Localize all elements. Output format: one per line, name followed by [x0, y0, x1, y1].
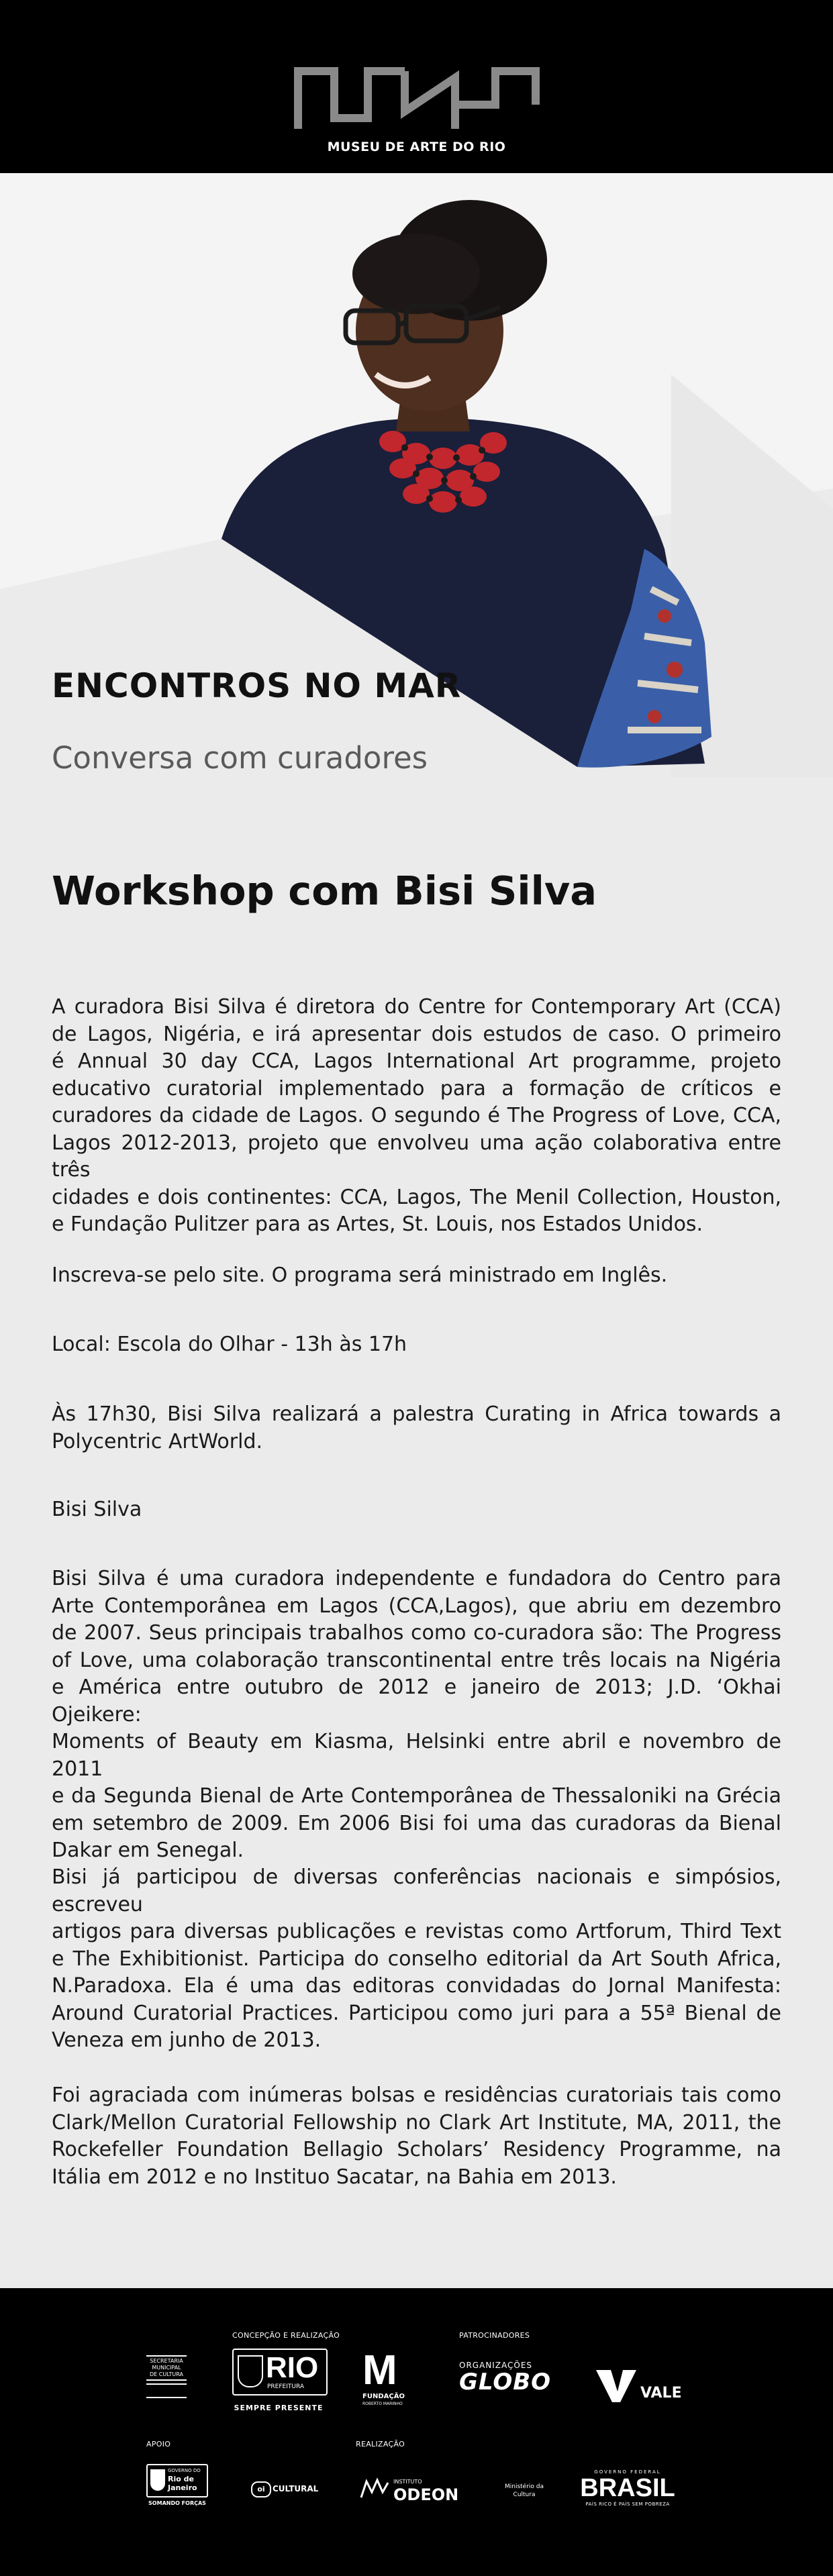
odeon-icon	[360, 2477, 389, 2500]
paragraph-bio	[52, 1565, 781, 1865]
text-line: Bisi Silva é uma curadora independente e fundadora do Centro para	[52, 1567, 781, 1590]
text-line: Bisi já participou de diversas conferências nacionais e simpósios, escreveu	[52, 1865, 781, 1916]
text-line: Às 17h30, Bisi Silva realizará a palestra Curating in Africa towards a	[52, 1402, 781, 1426]
text-line: of Love, uma colaboração transcontinental entre três locais na Nigéria	[52, 1648, 781, 1672]
logo-text: MUNICIPAL	[152, 2365, 181, 2371]
mar-logo-icon	[294, 64, 540, 145]
oi-cultural-logo	[251, 2480, 319, 2499]
vale-logo	[596, 2367, 690, 2404]
text-line: Local: Escola do Olhar - 13h às 17h	[52, 1333, 407, 1356]
text-line: Dakar em Senegal.	[52, 1839, 244, 1862]
text-line: de Lagos, Nigéria, e irá apresentar dois estudos de caso. O primeiro	[52, 1022, 781, 1046]
shield-icon	[238, 2355, 263, 2387]
logo-text: Rio de	[168, 2475, 194, 2483]
logo-text: PREFEITURA	[267, 2383, 305, 2390]
secretaria-cultura-logo	[146, 2355, 187, 2398]
globo-logo	[459, 2361, 553, 2395]
footer-sponsors	[0, 2288, 833, 2576]
article-body	[0, 777, 833, 2288]
paragraph-name	[52, 1496, 781, 1524]
ministerio-cultura-logo	[501, 2483, 548, 2499]
logo-text: PAÍS RICO É PAÍS SEM POBREZA	[585, 2502, 670, 2507]
text-line: e Fundação Pulitzer para as Artes, St. Louis, nos Estados Unidos.	[52, 1213, 703, 1236]
paragraph-location	[52, 1331, 781, 1359]
text-line: Clark/Mellon Curatorial Fellowship no Clark Art Institute, MA, 2011, the	[52, 2110, 781, 2134]
museum-name: MUSEU DE ARTE DO RIO	[327, 140, 506, 154]
text-line: educativo curatorial implementado para a formação de críticos e	[52, 1076, 781, 1100]
label-realizacao: REALIZAÇÃO	[356, 2440, 405, 2449]
workshop-title: Workshop com Bisi Silva	[52, 868, 597, 914]
text-line: Rockefeller Foundation Bellagio Scholars’ Residency Programme, na	[52, 2138, 781, 2161]
event-title: ENCONTROS NO MAR	[52, 666, 462, 705]
paragraph-fellowships	[52, 2082, 781, 2191]
text-line: em setembro de 2009. Em 2006 Bisi foi uma das curadoras da Bienal	[52, 1811, 781, 1835]
text-line: N.Paradoxa. Ela é uma das editoras convidadas do Jornal Manifesta:	[52, 1974, 781, 1998]
logo-text: GLOBO	[459, 2369, 552, 2395]
odeon-logo	[360, 2477, 474, 2504]
text-line: Moments of Beauty em Kiasma, Helsinki entre abril e novembro de 2011	[52, 1730, 781, 1781]
shield-icon	[150, 2469, 165, 2491]
governo-rio-logo	[146, 2464, 208, 2506]
logo-text: RIO	[266, 2351, 319, 2384]
label-concepcao: CONCEPÇÃO E REALIZAÇÃO	[232, 2331, 340, 2340]
logo-text: INSTITUTO	[393, 2479, 422, 2485]
paragraph-intro	[52, 994, 781, 1239]
paragraph-lecture	[52, 1401, 781, 1455]
text-line: A curadora Bisi Silva é diretora do Centre for Contemporary Art (CCA)	[52, 995, 781, 1019]
text-line: curadores da cidade de Lagos. O segundo é The Progress of Love, CCA,	[52, 1104, 781, 1127]
logo-text: BRASIL	[580, 2474, 675, 2502]
event-subtitle: Conversa com curadores	[52, 740, 428, 776]
text-line: Veneza em junho de 2013.	[52, 2028, 322, 2052]
text-line: Foi agraciada com inúmeras bolsas e residências curatoriais tais como	[52, 2083, 781, 2107]
label-patrocinadores: PATROCINADORES	[459, 2331, 530, 2340]
text-line: e The Exhibitionist. Participa do conselho editorial da Art South Africa,	[52, 1947, 781, 1971]
logo-text: GOVERNO DO	[168, 2468, 201, 2473]
logo-text: Janeiro	[168, 2483, 197, 2492]
logo-text: SECRETARIA	[150, 2358, 183, 2364]
text-line: Polycentric ArtWorld.	[52, 1429, 263, 1453]
logo-text: SEMPRE PRESENTE	[234, 2404, 324, 2412]
paragraph-conferences	[52, 1864, 781, 2055]
text-line: e América entre outubro de 2012 e janeiro de 2013; J.D. ‘Okhai Ojeikere:	[52, 1676, 781, 1727]
hero-banner	[0, 173, 833, 777]
governo-federal-logo	[571, 2469, 685, 2507]
logo-text: VALE	[640, 2385, 682, 2402]
text-line: cidades e dois continentes: CCA, Lagos, The Menil Collection, Houston,	[52, 1185, 781, 1209]
logo-text: Cultura	[513, 2491, 536, 2498]
paragraph-registration	[52, 1262, 781, 1290]
m-logo-icon: M	[362, 2347, 397, 2393]
text-line: Bisi Silva	[52, 1498, 142, 1521]
logo-text: SOMANDO FORÇAS	[148, 2500, 206, 2506]
logo-text: oi	[251, 2481, 271, 2497]
fundacao-logo	[362, 2347, 416, 2410]
text-line: artigos para diversas publicações e revistas como Artforum, Third Text	[52, 1920, 781, 1943]
text-line: e da Segunda Bienal de Arte Contemporânea de Thessaloniki na Grécia	[52, 1784, 781, 1808]
text-line: é Annual 30 day CCA, Lagos International Art programme, projeto	[52, 1049, 781, 1073]
logo-text: ROBERTO MARINHO	[362, 2402, 403, 2406]
logo-text: ORGANIZAÇÕES	[459, 2361, 533, 2370]
text-line: Arte Contemporânea em Lagos (CCA,Lagos), que abriu em dezembro	[52, 1594, 781, 1618]
prefeitura-rio-logo	[232, 2349, 325, 2412]
text-line: de 2007. Seus principais trabalhos como co-curadora são: The Progress	[52, 1621, 781, 1645]
logo-text: DE CULTURA	[149, 2371, 183, 2377]
text-line: Itália em 2012 e no Instituo Sacatar, na Bahia em 2013.	[52, 2165, 617, 2189]
logo-text: ODEON	[393, 2485, 459, 2504]
text-line: Around Curatorial Practices. Participou como juri para a 55ª Bienal de	[52, 2001, 781, 2025]
logo-text: CULTURAL	[273, 2484, 319, 2493]
text-line: Lagos 2012-2013, projeto que envolveu uma ação colaborativa entre três	[52, 1131, 781, 1182]
label-apoio: APOIO	[146, 2440, 171, 2449]
vale-icon	[596, 2367, 636, 2404]
text-line: Inscreva-se pelo site. O programa será ministrado em Inglês.	[52, 1264, 668, 1287]
header	[0, 0, 833, 173]
logo-text: FUNDAÇÃO	[362, 2393, 405, 2400]
logo-text: Ministério da	[504, 2483, 544, 2490]
logo-text: GOVERNO FEDERAL	[594, 2469, 661, 2475]
